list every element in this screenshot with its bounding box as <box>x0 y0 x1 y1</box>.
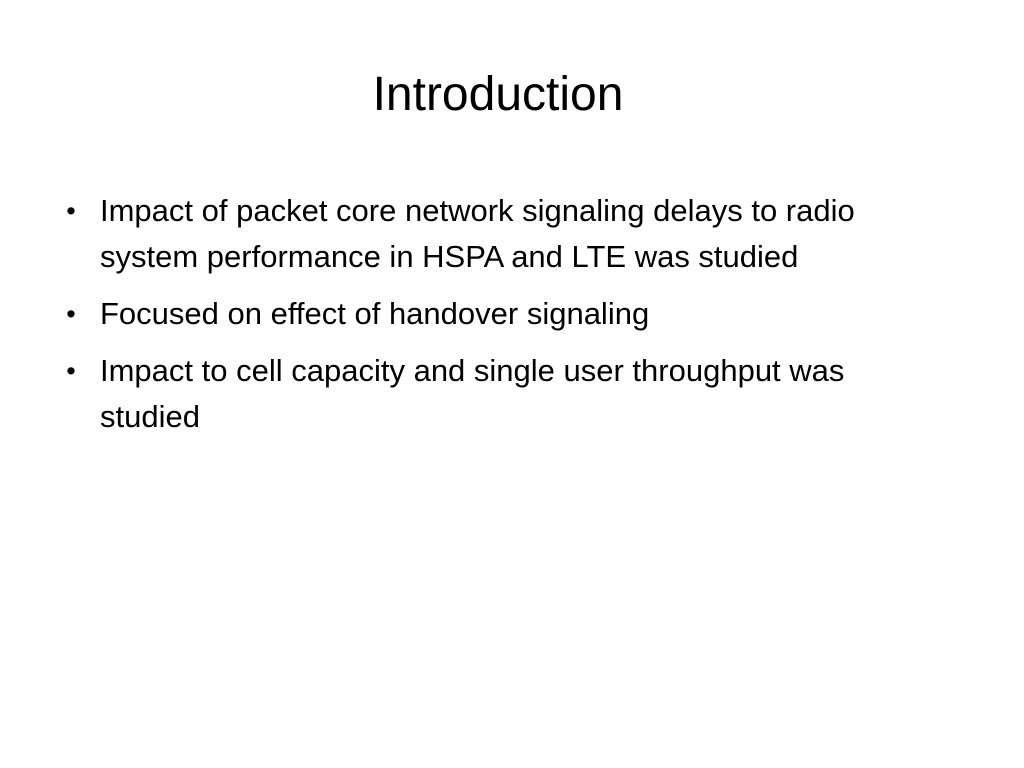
bullet-item-3 <box>58 348 938 440</box>
bullet-text-2: Focused on effect of handover signaling <box>100 296 650 331</box>
bullet-item-1 <box>58 188 938 280</box>
bullet-list <box>58 188 938 451</box>
bullet-icon: • <box>66 196 76 226</box>
bullet-item-2 <box>58 291 938 337</box>
slide-title: Introduction <box>372 68 624 121</box>
bullet-icon: • <box>66 299 76 329</box>
bullet-text-3: Impact to cell capacity and single user throughput was studied <box>100 353 845 434</box>
bullet-icon: • <box>66 356 76 386</box>
bullet-text-1: Impact of packet core network signaling delays to radio system performance in HSPA and LTE was studied <box>100 193 855 274</box>
